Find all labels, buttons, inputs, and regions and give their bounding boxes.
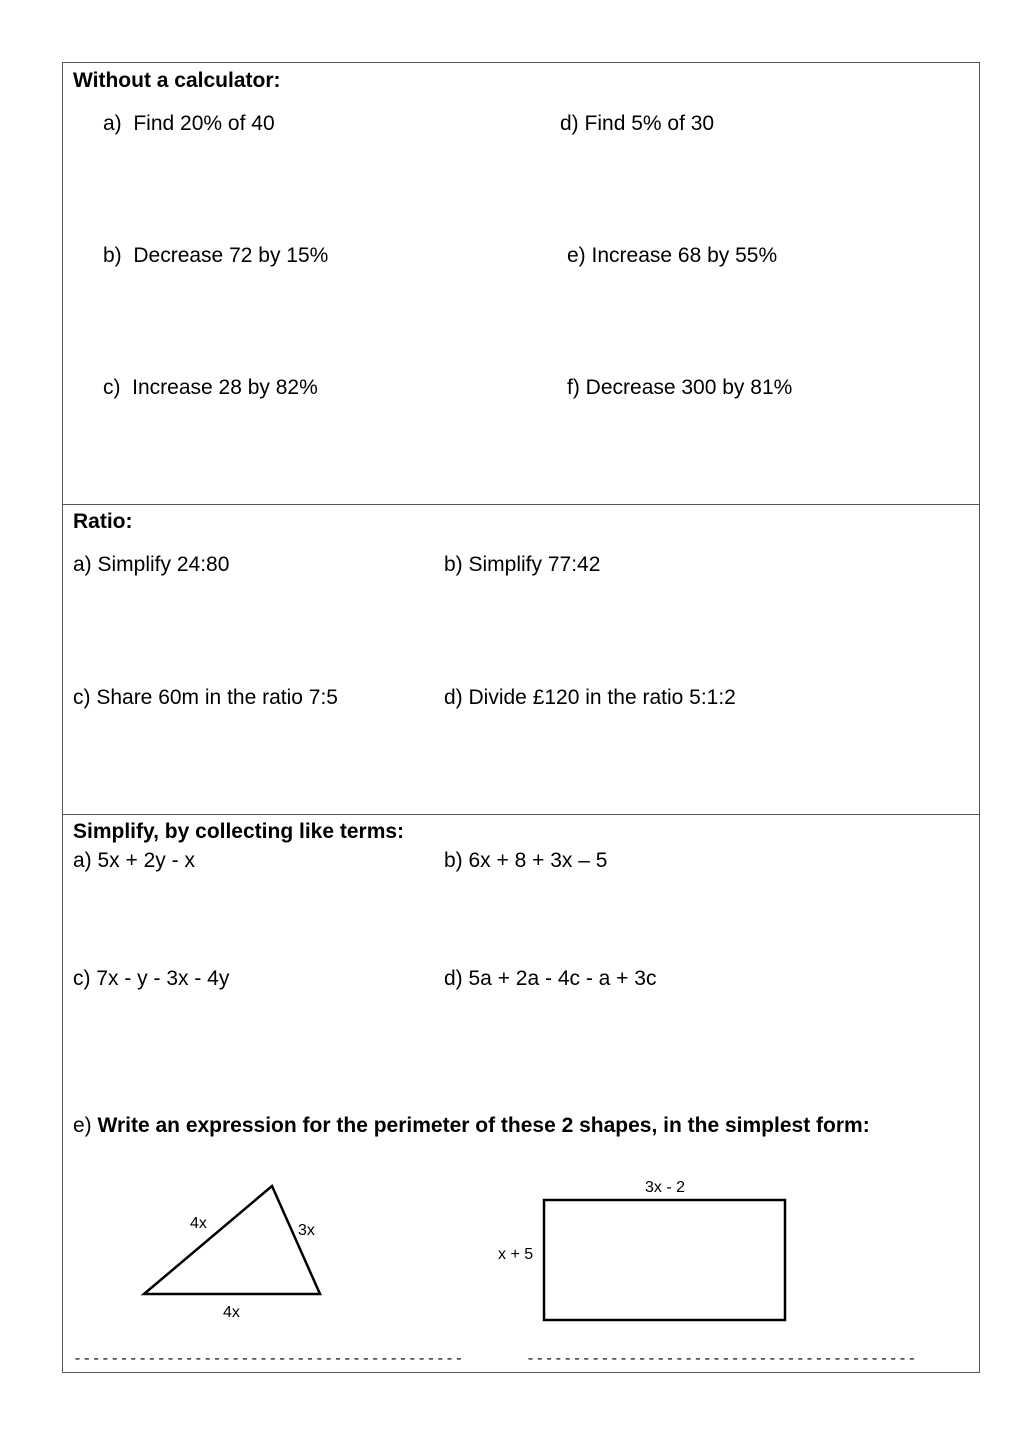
ratio-question-d: d) Divide £120 in the ratio 5:1:2 xyxy=(444,686,736,709)
simplify-question-c: c) 7x - y - 3x - 4y xyxy=(73,967,230,990)
question-letter: e) xyxy=(567,244,586,267)
ratio-question-b: b) Simplify 77:42 xyxy=(444,553,601,576)
question-text: Find 20% of 40 xyxy=(133,112,275,135)
question-letter: d) xyxy=(560,112,579,135)
shapes-diagram xyxy=(1,1,1024,1449)
ratio-question-a: a) Simplify 24:80 xyxy=(73,553,230,576)
question-letter: f) xyxy=(567,376,580,399)
question-text: Increase 28 by 82% xyxy=(132,376,318,399)
rectangle-shape xyxy=(544,1200,785,1320)
simplify-question-a: a) 5x + 2y - x xyxy=(73,849,195,872)
simplify-question-d: d) 5a + 2a - 4c - a + 3c xyxy=(444,967,657,990)
simplify-heading: Simplify, by collecting like terms: xyxy=(73,820,405,843)
answer-line-triangle: ------------------------------------------ xyxy=(73,1351,464,1368)
question-text: Decrease 72 by 15% xyxy=(133,244,329,267)
triangle-right-label: 3x xyxy=(298,1222,315,1239)
rectangle-left-label: x + 5 xyxy=(498,1246,534,1263)
rectangle-top-label: 3x - 2 xyxy=(645,1179,686,1196)
simplify-question-b: b) 6x + 8 + 3x – 5 xyxy=(444,849,608,872)
answer-line-rectangle: ------------------------------------------ xyxy=(526,1351,917,1368)
ratio-heading: Ratio: xyxy=(73,510,133,533)
question-letter: a) xyxy=(103,112,122,135)
simplify-section xyxy=(63,815,979,1372)
question-text: Find 5% of 30 xyxy=(584,112,715,135)
question-letter: b) xyxy=(103,244,122,267)
question-text: Decrease 300 by 81% xyxy=(585,376,793,399)
triangle-shape xyxy=(144,1186,320,1294)
ratio-question-c: c) Share 60m in the ratio 7:5 xyxy=(73,686,338,709)
percentages-heading: Without a calculator: xyxy=(73,69,281,92)
triangle-left-label: 4x xyxy=(190,1215,207,1232)
question-text: Increase 68 by 55% xyxy=(591,244,778,267)
question-letter: e) xyxy=(73,1114,92,1137)
worksheet xyxy=(62,62,980,1373)
perimeter-instruction: Write an expression for the perimeter of these 2 shapes, in the simplest form: xyxy=(97,1114,870,1137)
question-letter: c) xyxy=(103,376,121,399)
triangle-base-label: 4x xyxy=(223,1304,240,1321)
